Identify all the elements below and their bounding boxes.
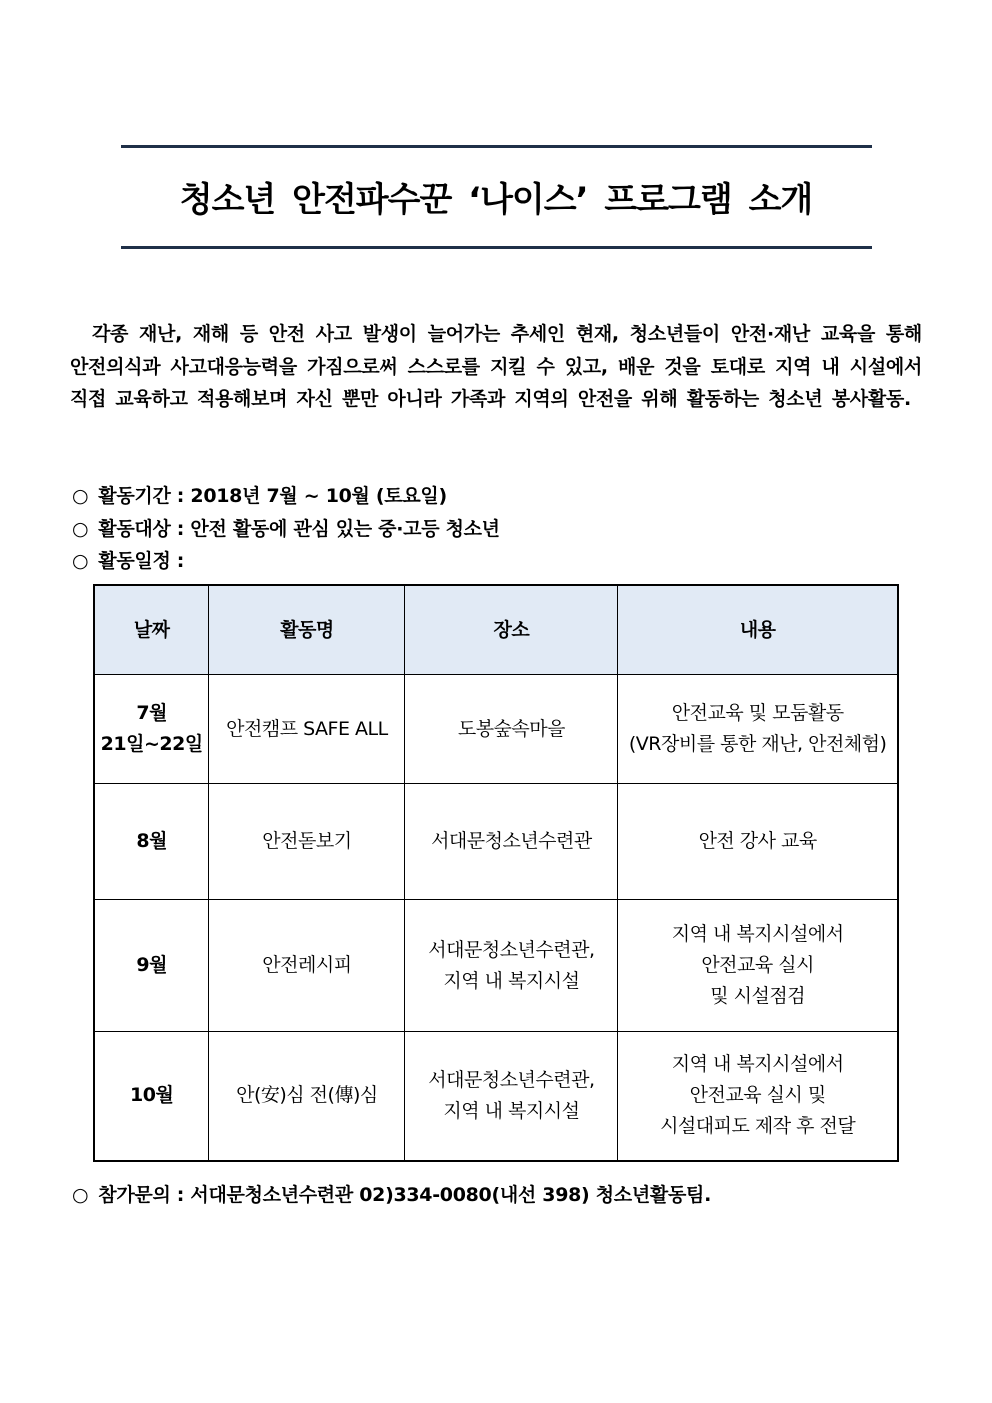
contact-text: 참가문의 : 서대문청소년수련관 02)334-0080(내선 398) 청소년활동팀. [98, 1184, 711, 1206]
cell-content: 안전교육 및 모둠활동 (VR장비를 통한 재난, 안전체험) [618, 675, 898, 784]
schedule-table [93, 584, 899, 1162]
circle-bullet-icon: ○ [72, 1184, 89, 1206]
contact-info [72, 1180, 711, 1207]
cell-content: 안전 강사 교육 [618, 784, 898, 900]
cell-date: 8월 [94, 784, 209, 900]
bullet-text: 활동일정 : [98, 550, 185, 572]
cell-activity-name: 안전돋보기 [209, 784, 405, 900]
table-row [94, 900, 898, 1032]
bullet-text: 활동대상 : 안전 활동에 관심 있는 중·고등 청소년 [98, 517, 500, 540]
header-place: 장소 [405, 585, 618, 675]
table-row [94, 675, 898, 784]
header-date: 날짜 [94, 585, 209, 675]
cell-content: 지역 내 복지시설에서 안전교육 실시 및 시설대피도 제작 후 전달 [618, 1032, 898, 1161]
cell-date: 10월 [94, 1032, 209, 1161]
header-activity-name: 활동명 [209, 585, 405, 675]
title-bottom-rule [121, 246, 872, 249]
intro-paragraph: 각종 재난, 재해 등 안전 사고 발생이 늘어가는 추세인 현재, 청소년들이 안전·재난 교육을 통해 안전의식과 사고대응능력을 가짐으로써 스스로를 지킬 수 있고, 배운 것을 토대로 지역 내 시설에서 직접 교육하고 적용해보며 자신 뿐만 아니라 가족과 지역의 안전을 위해 활동하는 청소년 봉사활동. [70, 323, 922, 410]
bullet-period [72, 480, 500, 513]
info-bullet-list [72, 480, 500, 578]
cell-activity-name: 안전레시피 [209, 900, 405, 1032]
cell-place: 도봉숲속마을 [405, 675, 618, 784]
title-top-rule [121, 145, 872, 148]
cell-place: 서대문청소년수련관, 지역 내 복지시설 [405, 900, 618, 1032]
cell-date: 9월 [94, 900, 209, 1032]
circle-bullet-icon: ○ [72, 550, 89, 572]
table-row [94, 784, 898, 900]
cell-activity-name: 안전캠프 SAFE ALL [209, 675, 405, 784]
bullet-schedule [72, 545, 500, 578]
cell-place: 서대문청소년수련관, 지역 내 복지시설 [405, 1032, 618, 1161]
table-header-row [94, 585, 898, 675]
cell-date: 7월 21일~22일 [94, 675, 209, 784]
circle-bullet-icon: ○ [72, 485, 89, 507]
header-content: 내용 [618, 585, 898, 675]
page-title: 청소년 안전파수꾼 ‘나이스’ 프로그램 소개 [179, 180, 813, 220]
cell-activity-name: 안(安)심 전(傳)심 [209, 1032, 405, 1161]
cell-content: 지역 내 복지시설에서 안전교육 실시 및 시설점검 [618, 900, 898, 1032]
bullet-text: 활동기간 : 2018년 7월 ~ 10월 (토요일) [98, 485, 447, 507]
cell-place: 서대문청소년수련관 [405, 784, 618, 900]
circle-bullet-icon: ○ [72, 517, 89, 540]
table-row [94, 1032, 898, 1161]
bullet-target [72, 513, 500, 546]
